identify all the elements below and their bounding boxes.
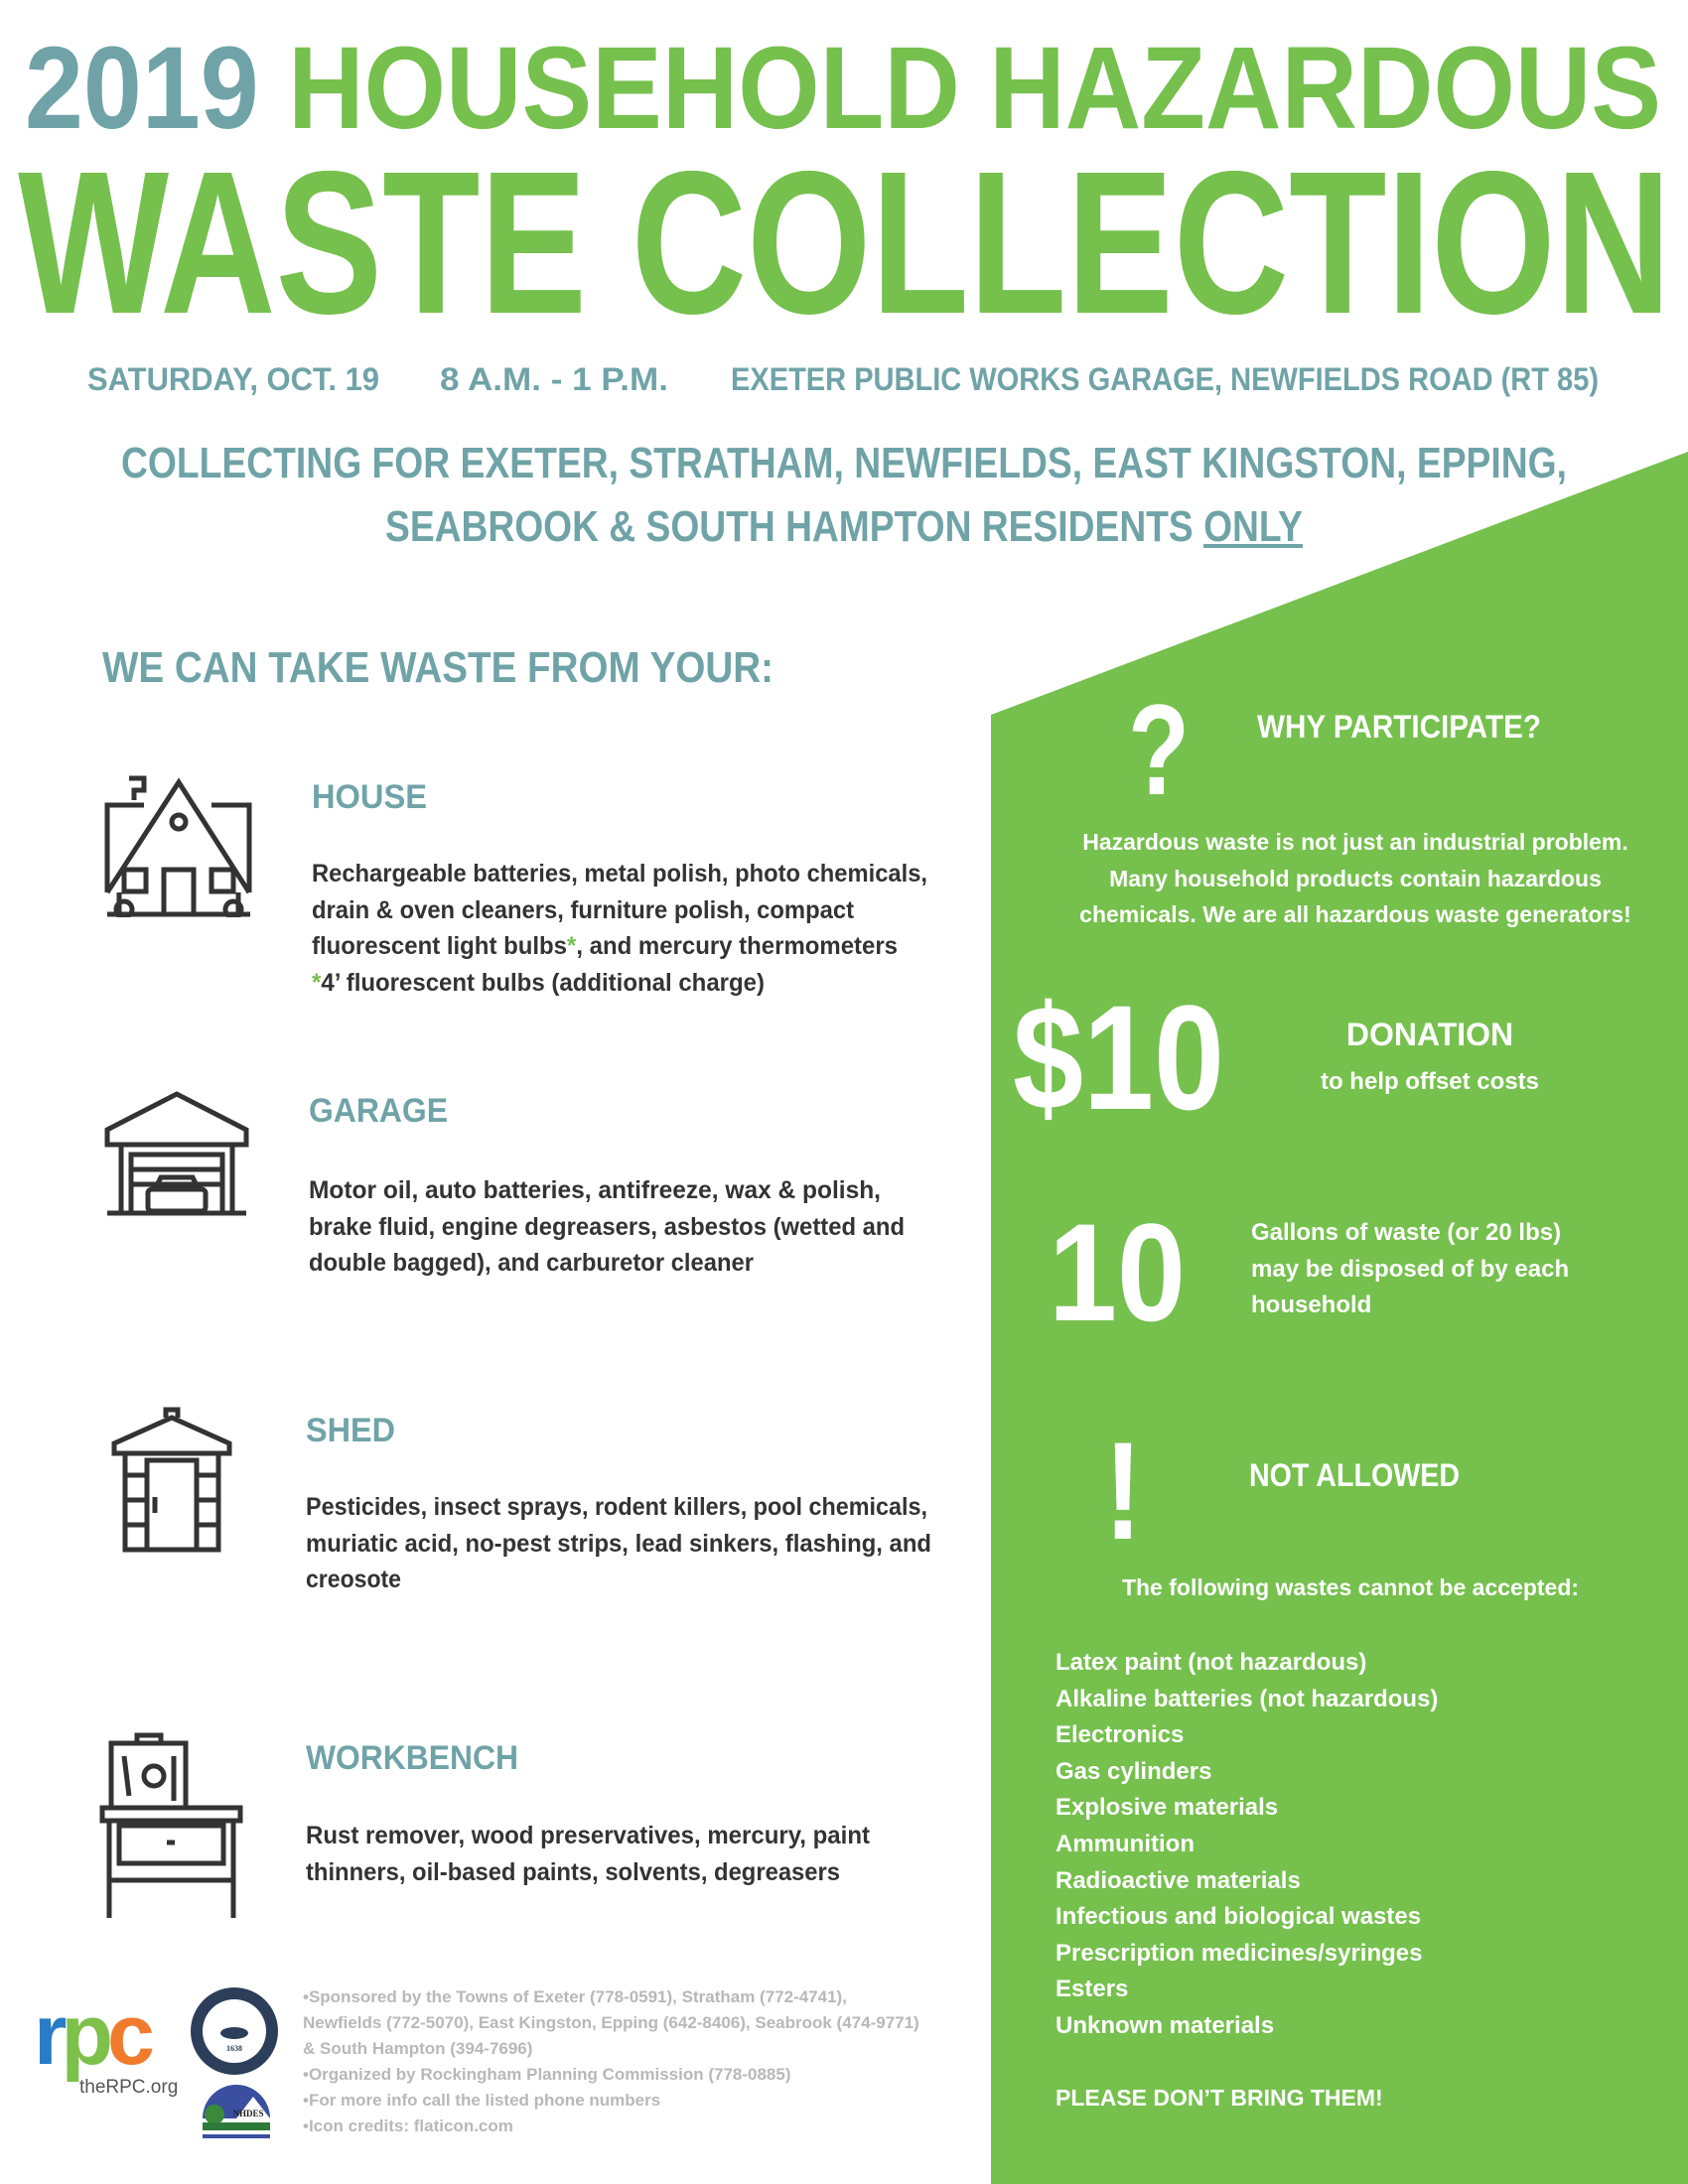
question-mark-icon: ? <box>1128 677 1190 822</box>
not-allowed-item: Explosive materials <box>1055 1794 1279 1822</box>
rpc-url: theRPC.org <box>79 2077 179 2098</box>
garage-title: GARAGE <box>309 1092 448 1130</box>
donation-amount: $10 <box>1013 974 1224 1141</box>
only-emphasis: ONLY <box>1203 502 1303 551</box>
workbench-icon <box>99 1731 243 1920</box>
not-allowed-list <box>1055 1645 1438 2045</box>
why-participate-text: Hazardous waste is not just an industrial problem. Many household products contain hazardous chemicals. We are all hazardous waste generators! <box>1079 829 1631 927</box>
not-allowed-item: Ammunition <box>1055 1830 1195 1857</box>
workbench-description: Rust remover, wood preservatives, mercury, paint thinners, oil-based paints, solvents, degreasers <box>306 1822 870 1886</box>
donation-title: DONATION <box>1345 1017 1514 1052</box>
shed-description: Pesticides, insect sprays, rodent killers, pool chemicals, muriatic acid, no-pest strips, lead sinkers, flashing, and creosote <box>306 1493 931 1593</box>
not-allowed-item: Infectious and biological wastes <box>1055 1903 1422 1931</box>
sources-heading: WE CAN TAKE WASTE FROM YOUR: <box>102 643 774 692</box>
donation-subtitle: to help offset costs <box>1320 1068 1540 1095</box>
not-allowed-intro: The following wastes cannot be accepted: <box>1121 1574 1580 1600</box>
asterisk: * <box>566 932 577 960</box>
collecting-line-1: COLLECTING FOR EXETER, STRATHAM, NEWFIELDS, EAST KINGSTON, EPPING, <box>121 439 1567 487</box>
svg-text:1638: 1638 <box>226 2044 242 2053</box>
house-description: Rechargeable batteries, metal polish, photo chemicals, drain & oven cleaners, furniture polish, compact fluorescent light bulbs*, and mercury thermometers *4’ fluorescent bulbs (additional charge) <box>312 860 927 997</box>
not-allowed-item: Esters <box>1055 1976 1129 2003</box>
house-title: HOUSE <box>312 778 427 816</box>
svg-text:NHDES: NHDES <box>232 2109 264 2118</box>
event-location: EXETER PUBLIC WORKS GARAGE, NEWFIELDS ROAD (RT 85) <box>731 361 1599 397</box>
nhdes-logo <box>199 2083 274 2152</box>
title-line-2 <box>18 129 1688 356</box>
not-allowed-item: Electronics <box>1055 1721 1185 1749</box>
not-allowed-item: Radioactive materials <box>1055 1866 1301 1894</box>
rpc-logo: rpc theRPC.org <box>34 1987 179 2098</box>
garage-description: Motor oil, auto batteries, antifreeze, wax & polish, brake fluid, engine degreasers, asbestos (wetted and double bagged), and carburetor cleaner <box>309 1176 905 1277</box>
gallon-limit-text: Gallons of waste (or 20 lbs) may be disposed of by each household <box>1251 1219 1570 1318</box>
house-icon <box>104 770 253 917</box>
title-waste-collection: WASTE COLLECTION <box>18 129 1671 356</box>
collecting-line-2: SEABROOK & SOUTH HAMPTON RESIDENTS ONLY <box>385 502 1303 551</box>
event-time: 8 A.M. - 1 P.M. <box>440 361 668 397</box>
not-allowed-item: Alkaline batteries (not hazardous) <box>1055 1685 1439 1712</box>
why-participate-title: WHY PARTICIPATE? <box>1257 709 1541 745</box>
not-allowed-item: Latex paint (not hazardous) <box>1055 1649 1367 1676</box>
workbench-title: WORKBENCH <box>306 1739 518 1777</box>
shed-title: SHED <box>306 1412 395 1449</box>
title-year: 2019 <box>25 23 259 154</box>
closing-note: PLEASE DON’T BRING THEM! <box>1055 2085 1383 2111</box>
not-allowed-item: Gas cylinders <box>1055 1757 1212 1785</box>
gallon-limit-number: 10 <box>1049 1194 1186 1350</box>
shed-icon <box>111 1406 232 1553</box>
not-allowed-item: Unknown materials <box>1055 2011 1275 2039</box>
town-seal-logo <box>189 1985 280 2077</box>
not-allowed-title: NOT ALLOWED <box>1249 1457 1460 1493</box>
garage-icon <box>103 1090 250 1219</box>
footer-notes: •Sponsored by the Towns of Exeter (778-0591), Stratham (772-4741), Newfields (772-5070), East Kingston, Epping (642-8406), Seabrook (474-9771) & South Hampton (394-7696) •Organized by Rockingham Planning Commission (778-0885) •For more info call the listed phone numbers •Icon credits: flaticon.com <box>303 1987 919 2135</box>
exclamation-icon: ! <box>1104 1413 1142 1569</box>
event-date: SATURDAY, OCT. 19 <box>87 361 379 397</box>
not-allowed-item: Prescription medicines/syringes <box>1055 1939 1423 1967</box>
title-household-hazardous: HOUSEHOLD HAZARDOUS <box>288 23 1661 154</box>
